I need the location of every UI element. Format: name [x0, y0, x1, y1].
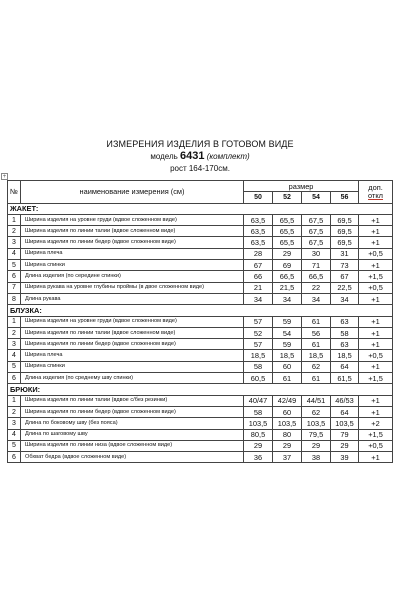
model-label: модель — [150, 152, 178, 161]
measurement-value: 34 — [273, 293, 302, 304]
measurement-value: 65,5 — [273, 226, 302, 237]
measurement-value: 29 — [302, 440, 331, 451]
measurement-value: 40/47 — [244, 395, 273, 406]
measurement-value: 21 — [244, 282, 273, 293]
size-header: 56 — [331, 192, 359, 203]
measurement-value: 69 — [273, 260, 302, 271]
measurement-value: 18,5 — [331, 350, 359, 361]
measurement-value: 71 — [302, 260, 331, 271]
row-number: 6 — [8, 452, 21, 463]
measurement-value: 42/49 — [273, 395, 302, 406]
row-number: 3 — [8, 418, 21, 429]
measurement-value: 69,5 — [331, 226, 359, 237]
measurement-name: Ширина изделия на уровне груди (вдвое сложенном виде) — [21, 316, 244, 327]
measurement-value: 67,5 — [302, 226, 331, 237]
tolerance-value: +1 — [359, 339, 393, 350]
measurement-value: 22 — [302, 282, 331, 293]
measurement-value: 18,5 — [273, 350, 302, 361]
table-row — [8, 260, 393, 271]
measurement-value: 29 — [273, 248, 302, 259]
measurement-value: 58 — [244, 361, 273, 372]
measurement-value: 21,5 — [273, 282, 302, 293]
row-number: 3 — [8, 237, 21, 248]
measurement-value: 57 — [244, 316, 273, 327]
measurement-value: 18,5 — [302, 350, 331, 361]
section-title: БЛУЗКА: — [8, 305, 393, 316]
tolerance-value: +1 — [359, 293, 393, 304]
measurement-name: Ширина изделия по линии бедер (вдвое сложенном виде) — [21, 339, 244, 350]
column-header-number: № — [8, 181, 21, 204]
measurement-value: 61 — [273, 373, 302, 384]
measurement-value: 67,5 — [302, 237, 331, 248]
measurement-name: Ширина спинки — [21, 361, 244, 372]
column-header-name: наименование измерения (см) — [21, 181, 244, 204]
table-row — [8, 440, 393, 451]
tolerance-value: +1,5 — [359, 429, 393, 440]
tolerance-value: +0,5 — [359, 440, 393, 451]
table-row — [8, 327, 393, 338]
section-title: ЖАКЕТ: — [8, 203, 393, 214]
tolerance-value: +1 — [359, 237, 393, 248]
measurement-name: Ширина изделия по линии бедер (вдвое сложенном виде) — [21, 406, 244, 417]
tolerance-label-1: доп. — [368, 182, 383, 192]
measurement-value: 29 — [331, 440, 359, 451]
measurement-name: Ширина рукава на уровне глубины проймы (в двое сложенном виде) — [21, 282, 244, 293]
measurement-value: 38 — [302, 452, 331, 463]
measurement-value: 59 — [273, 339, 302, 350]
measurement-value: 37 — [273, 452, 302, 463]
measurement-name: Ширина изделия по линии бедер (вдвое сложенном виде) — [21, 237, 244, 248]
measurement-value: 61 — [302, 373, 331, 384]
section-row — [8, 203, 393, 214]
row-number: 1 — [8, 316, 21, 327]
measurement-value: 34 — [302, 293, 331, 304]
measurement-value: 80 — [273, 429, 302, 440]
document-title: ИЗМЕРЕНИЯ ИЗДЕЛИЯ В ГОТОВОМ ВИДЕ — [106, 139, 294, 149]
measurement-value: 28 — [244, 248, 273, 259]
measurement-value: 64 — [331, 406, 359, 417]
measurement-name: Обхват бедра (вдвое сложенном виде) — [21, 452, 244, 463]
tolerance-value: +2 — [359, 418, 393, 429]
row-number: 5 — [8, 440, 21, 451]
measurement-name: Ширина плеча — [21, 248, 244, 259]
table-row — [8, 226, 393, 237]
measurement-value: 56 — [302, 327, 331, 338]
measurement-name: Длина по боковому шву (без пояса) — [21, 418, 244, 429]
table-row — [8, 373, 393, 384]
measurement-value: 73 — [331, 260, 359, 271]
measurement-value: 62 — [302, 406, 331, 417]
measurement-value: 22,5 — [331, 282, 359, 293]
table-row — [8, 282, 393, 293]
table-row — [8, 350, 393, 361]
tolerance-value: +1 — [359, 316, 393, 327]
measurement-value: 65,5 — [273, 214, 302, 225]
measurement-name: Длина изделия (по середине спинки) — [21, 271, 244, 282]
size-header: 54 — [302, 192, 331, 203]
measurement-value: 58 — [244, 406, 273, 417]
tolerance-value: +1 — [359, 395, 393, 406]
measurements-table — [7, 180, 393, 463]
table-row — [8, 248, 393, 259]
measurement-value: 103,5 — [302, 418, 331, 429]
row-number: 6 — [8, 271, 21, 282]
column-header-size: размер — [244, 181, 359, 192]
table-row — [8, 237, 393, 248]
measurement-value: 31 — [331, 248, 359, 259]
measurement-value: 61,5 — [331, 373, 359, 384]
table-row — [8, 339, 393, 350]
measurement-value: 63 — [331, 316, 359, 327]
measurement-value: 36 — [244, 452, 273, 463]
table-header-row — [8, 181, 393, 192]
model-line — [0, 150, 400, 163]
measurement-value: 34 — [331, 293, 359, 304]
measurement-value: 29 — [273, 440, 302, 451]
row-number: 4 — [8, 429, 21, 440]
tolerance-value: +0,5 — [359, 248, 393, 259]
measurement-name: Ширина спинки — [21, 260, 244, 271]
table-row — [8, 361, 393, 372]
table-row — [8, 271, 393, 282]
measurement-value: 59 — [273, 316, 302, 327]
measurement-value: 64 — [331, 361, 359, 372]
column-header-tolerance — [359, 181, 393, 204]
measurement-value: 30 — [302, 248, 331, 259]
measurement-name: Ширина плеча — [21, 350, 244, 361]
row-number: 4 — [8, 248, 21, 259]
row-number: 5 — [8, 260, 21, 271]
row-number: 2 — [8, 226, 21, 237]
table-row — [8, 418, 393, 429]
measurement-value: 79,5 — [302, 429, 331, 440]
measurement-name: Ширина изделия на уровне груди (вдвое сложенном виде) — [21, 214, 244, 225]
row-number: 1 — [8, 395, 21, 406]
row-number: 6 — [8, 373, 21, 384]
row-number: 7 — [8, 282, 21, 293]
measurement-value: 66,5 — [273, 271, 302, 282]
table-row — [8, 406, 393, 417]
table-row — [8, 293, 393, 304]
measurement-value: 63 — [331, 339, 359, 350]
measurement-value: 63,5 — [244, 237, 273, 248]
measurement-value: 60 — [273, 361, 302, 372]
tolerance-value: +1 — [359, 406, 393, 417]
measurement-value: 103,5 — [244, 418, 273, 429]
measurement-value: 65,5 — [273, 237, 302, 248]
measurement-value: 63,5 — [244, 226, 273, 237]
measurement-value: 57 — [244, 339, 273, 350]
tolerance-value: +1,5 — [359, 271, 393, 282]
measurement-value: 63,5 — [244, 214, 273, 225]
measurement-name: Длина по шаговому шву — [21, 429, 244, 440]
table-row — [8, 452, 393, 463]
row-number: 4 — [8, 350, 21, 361]
measurement-name: Длина рукава — [21, 293, 244, 304]
height-range: рост 164-170см. — [170, 164, 230, 173]
measurement-name: Ширина изделия по линии талии (вдвое сложенном виде) — [21, 327, 244, 338]
table-row — [8, 429, 393, 440]
measurement-name: Длина изделия (по среднему шву спинки) — [21, 373, 244, 384]
measurement-value: 80,5 — [244, 429, 273, 440]
model-note: (комплект) — [206, 152, 250, 161]
measurement-value: 69,5 — [331, 214, 359, 225]
measurement-value: 66 — [244, 271, 273, 282]
measurement-value: 61 — [302, 316, 331, 327]
measurement-value: 66,5 — [302, 271, 331, 282]
measurement-value: 69,5 — [331, 237, 359, 248]
section-title: БРЮКИ: — [8, 384, 393, 395]
measurement-value: 34 — [244, 293, 273, 304]
measurement-value: 54 — [273, 327, 302, 338]
measurement-value: 18,5 — [244, 350, 273, 361]
row-number: 2 — [8, 327, 21, 338]
measurement-name: Ширина изделия по линии талии (вдвое сложенном виде) — [21, 226, 244, 237]
tolerance-value: +1 — [359, 226, 393, 237]
measurement-name: Ширина изделия по линии талии (вдвое с/без резинки) — [21, 395, 244, 406]
measurement-value: 46/53 — [331, 395, 359, 406]
tolerance-value: +1,5 — [359, 373, 393, 384]
table-move-handle-icon[interactable]: + — [2, 174, 7, 180]
section-row — [8, 384, 393, 395]
measurement-value: 67 — [244, 260, 273, 271]
tolerance-value: +1 — [359, 214, 393, 225]
measurement-value: 39 — [331, 452, 359, 463]
tolerance-value: +1 — [359, 452, 393, 463]
measurement-value: 60 — [273, 406, 302, 417]
measurement-value: 62 — [302, 361, 331, 372]
document-header — [0, 138, 400, 175]
tolerance-value: +1 — [359, 361, 393, 372]
measurement-value: 58 — [331, 327, 359, 338]
measurement-value: 61 — [302, 339, 331, 350]
tolerance-value: +1 — [359, 327, 393, 338]
measurement-value: 67 — [331, 271, 359, 282]
tolerance-value: +0,5 — [359, 282, 393, 293]
table-row — [8, 214, 393, 225]
table-row — [8, 316, 393, 327]
section-row — [8, 305, 393, 316]
table-row — [8, 395, 393, 406]
row-number: 1 — [8, 214, 21, 225]
tolerance-label-2: откл — [368, 190, 383, 200]
measurement-value: 52 — [244, 327, 273, 338]
measurement-value: 79 — [331, 429, 359, 440]
row-number: 8 — [8, 293, 21, 304]
row-number: 2 — [8, 406, 21, 417]
tolerance-value: +1 — [359, 260, 393, 271]
measurement-value: 103,5 — [273, 418, 302, 429]
row-number: 3 — [8, 339, 21, 350]
measurement-value: 67,5 — [302, 214, 331, 225]
model-number: 6431 — [180, 150, 205, 162]
size-header: 50 — [244, 192, 273, 203]
tolerance-value: +0,5 — [359, 350, 393, 361]
measurement-value: 29 — [244, 440, 273, 451]
size-header: 52 — [273, 192, 302, 203]
measurement-value: 60,5 — [244, 373, 273, 384]
measurement-name: Ширина изделия по линии низа (вдвое сложенном виде) — [21, 440, 244, 451]
row-number: 5 — [8, 361, 21, 372]
measurement-value: 44/51 — [302, 395, 331, 406]
measurement-value: 103,5 — [331, 418, 359, 429]
